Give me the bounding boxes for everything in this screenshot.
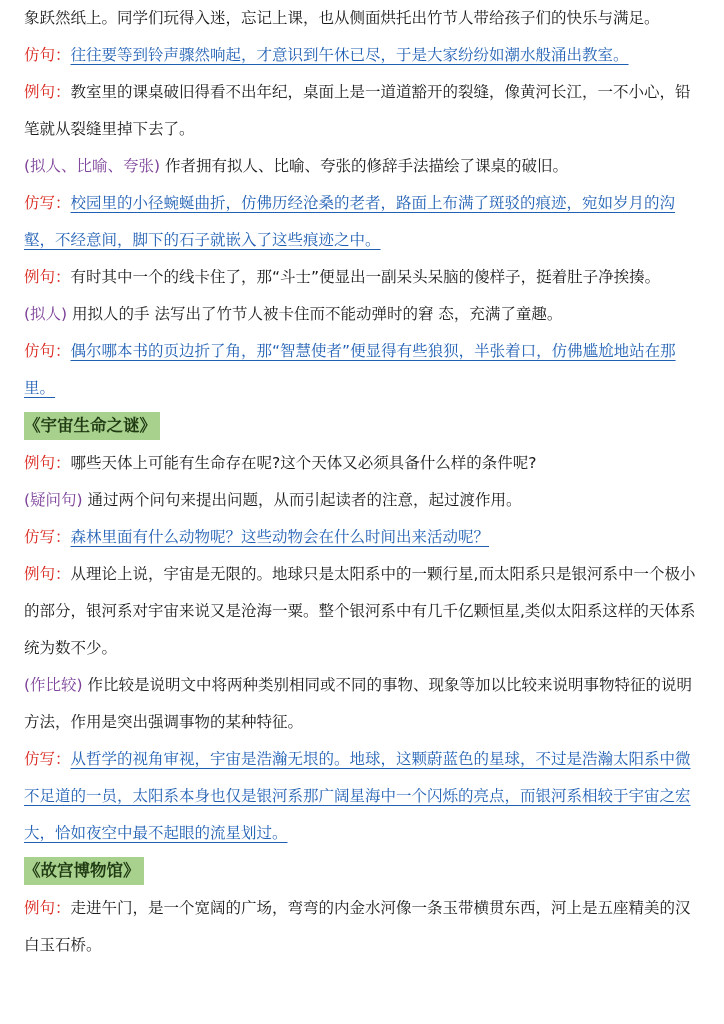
imitation-text: 往往要等到铃声骤然响起，才意识到午休已尽，于是大家纷纷如潮水般涌出教室。: [70, 46, 629, 64]
example-text: 有时其中一个的线卡住了，那“斗士”便显出一副呆头呆脑的傻样子，挺着肚子净挨揍。: [70, 268, 661, 286]
section-heading-text: 《宇宙生命之谜》: [24, 412, 160, 440]
technique-label: (作比较): [24, 676, 83, 694]
rewrite-label: 仿写：: [24, 750, 71, 768]
paragraph-rewrite-3: [24, 741, 700, 852]
paragraph-rewrite-2: [24, 519, 700, 556]
paragraph-analysis-2: [24, 296, 700, 333]
example-label: 例句：: [24, 454, 71, 472]
technique-label: (拟人): [24, 305, 68, 323]
paragraph-example-4: [24, 556, 700, 667]
paragraph-imitation-2: [24, 333, 700, 407]
analysis-text: 作者拥有拟人、比喻、夸张的修辞手法描绘了课桌的破旧。: [165, 157, 569, 175]
rewrite-text: 森林里面有什么动物呢？这些动物会在什么时间出来活动呢？: [70, 528, 490, 546]
section-heading-palace-museum: [24, 852, 700, 890]
analysis-text: 用拟人的手 法写出了竹节人被卡住而不能动弹时的窘 态，充满了童趣。: [72, 305, 563, 323]
paragraph-continuation: 象跃然纸上。同学们玩得入迷，忘记上课，也从侧面烘托出竹节人带给孩子们的快乐与满足。: [24, 9, 660, 27]
technique-label: (疑问句): [24, 491, 83, 509]
example-text: 教室里的课桌破旧得看不出年纪，桌面上是一道道豁开的裂缝，像黄河长江，一不小心，铅笔就从裂缝里掉下去了。: [24, 83, 691, 138]
example-label: 例句：: [24, 565, 71, 583]
rewrite-text: 校园里的小径蜿蜒曲折，仿佛历经沧桑的老者，路面上布满了斑驳的痕迹，宛如岁月的沟壑，不经意间，脚下的石子就嵌入了这些痕迹之中。: [24, 194, 676, 249]
example-text: 从理论上说，宇宙是无限的。地球只是太阳系中的一颗行星,而太阳系只是银河系中一个极小的部分，银河系对宇宙来说又是沧海一粟。整个银河系中有几千亿颗恒星,类似太阳系这样的天体系统为数不少。: [24, 565, 696, 657]
technique-label: (拟人、比喻、夸张): [24, 157, 161, 175]
example-label: 例句：: [24, 899, 71, 917]
section-heading-universe: [24, 407, 700, 445]
paragraph-example-3: [24, 445, 700, 482]
imitation-text: 偶尔哪本书的页边折了角，那“智慧使者”便显得有些狼狈，半张着口，仿佛尴尬地站在那里。: [24, 342, 676, 397]
paragraph-analysis-4: [24, 667, 700, 741]
document-body: [24, 0, 700, 964]
paragraph-analysis-3: [24, 482, 700, 519]
section-heading-text: 《故宫博物馆》: [24, 857, 144, 885]
analysis-text: 作比较是说明文中将两种类别相同或不同的事物、现象等加以比较来说明事物特征的说明方法，作用是突出强调事物的某种特征。: [24, 676, 693, 731]
paragraph-imitation-1: [24, 37, 700, 74]
paragraph-rewrite-1: [24, 185, 700, 259]
example-text: 走进午门，是一个宽阔的广场，弯弯的内金水河像一条玉带横贯东西，河上是五座精美的汉白玉石桥。: [24, 899, 691, 954]
rewrite-label: 仿写：: [24, 194, 71, 212]
example-label: 例句：: [24, 83, 71, 101]
example-text: 哪些天体上可能有生命存在呢?这个天体又必须具备什么样的条件呢?: [70, 454, 537, 472]
imitation-label: 仿句：: [24, 46, 71, 64]
analysis-text: 通过两个问句来提出问题，从而引起读者的注意，起过渡作用。: [87, 491, 522, 509]
paragraph-analysis-1: [24, 148, 700, 185]
imitation-label: 仿句：: [24, 342, 71, 360]
rewrite-text: 从哲学的视角审视，宇宙是浩瀚无垠的。地球，这颗蔚蓝色的星球，不过是浩瀚太阳系中微不足道的一员，太阳系本身也仅是银河系那广阔星海中一个闪烁的亮点，而银河系相较于宇宙之宏大，恰如夜空中最不起眼的流星划过。: [24, 750, 691, 842]
paragraph-example-1: [24, 74, 700, 148]
example-label: 例句：: [24, 268, 71, 286]
paragraph-example-2: [24, 259, 700, 296]
rewrite-label: 仿写：: [24, 528, 71, 546]
paragraph-example-5: [24, 890, 700, 964]
